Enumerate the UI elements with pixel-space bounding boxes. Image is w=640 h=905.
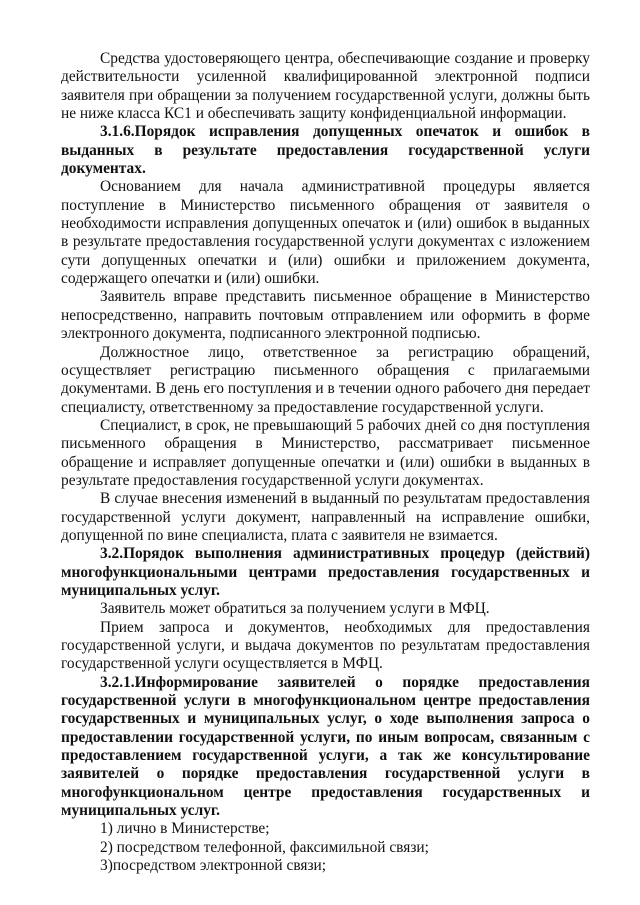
- document-page: [61, 50, 590, 875]
- list-item: 2) посредством телефонной, факсимильной связи;: [100, 838, 429, 856]
- section-heading: 3.2.1.Информирование заявителей о порядке предоставления государственной услуги в многофункциональном центре предоставления государственных и муниципальных услуг, о ходе выполнения запроса о предоставлении государственной услуги, по иным вопросам, связанным с предоставлением государственной услуги, а так же консультирование заявителей о порядке предоставления государственной услуги в многофункциональном центре предоставления государственных и муниципальных услуг.: [61, 673, 590, 820]
- list-item: 1) лично в Министерстве;: [100, 820, 270, 838]
- paragraph: Основанием для начала административной процедуры является поступление в Министерство письменного обращения от заявителя о необходимости исправления допущенных опечаток и (или) ошибок в выданных в результате предоставления государственной услуги документах с изложением сути допущенных опечатки и (или) ошибки и приложением документа, содержащего опечатки и (или) ошибки.: [61, 178, 590, 288]
- section-heading: 3.1.6.Порядок исправления допущенных опечаток и ошибок в выданных в результате предоставления государственной услуги документах.: [61, 123, 590, 178]
- paragraph: Прием запроса и документов, необходимых для предоставления государственной услуги, и выдача документов по результатам предоставления государственной услуги осуществляется в МФЦ.: [61, 618, 590, 673]
- paragraph: Специалист, в срок, не превышающий 5 рабочих дней со дня поступления письменного обращения в Министерство, рассматривает письменное обращение и исправляет допущенные опечатки и (или) ошибки в выданных в результате предоставления государственной услуги документах.: [61, 416, 590, 489]
- paragraph: Средства удостоверяющего центра, обеспечивающие создание и проверку действительности усиленной квалифицированной электронной подписи заявителя при обращении за получением государственной услуги, должны быть не ниже класса КС1 и обеспечивать защиту конфиденциальной информации.: [61, 50, 590, 123]
- paragraph: В случае внесения изменений в выданный по результатам предоставления государственной услуги документ, направленный на исправление ошибки, допущенной по вине специалиста, плата с заявителя не взимается.: [61, 490, 590, 544]
- paragraph: Заявитель вправе представить письменное обращение в Министерство непосредственно, направить почтовым отправлением или оформить в форме электронного документа, подписанного электронной подписью.: [61, 288, 590, 343]
- paragraph: Заявитель может обратиться за получением услуги в МФЦ.: [100, 600, 490, 618]
- section-heading: 3.2.Порядок выполнения административных процедур (действий) многофункциональными центрами предоставления государственных и муниципальных услуг.: [61, 545, 590, 599]
- list-item: 3)посредством электронной связи;: [100, 857, 327, 875]
- paragraph: Должностное лицо, ответственное за регистрацию обращений, осуществляет регистрацию письменного обращения с прилагаемыми документами. В день его поступления и в течении одного рабочего дня передает специалисту, ответственному за предоставление государственной услуги.: [61, 343, 590, 416]
